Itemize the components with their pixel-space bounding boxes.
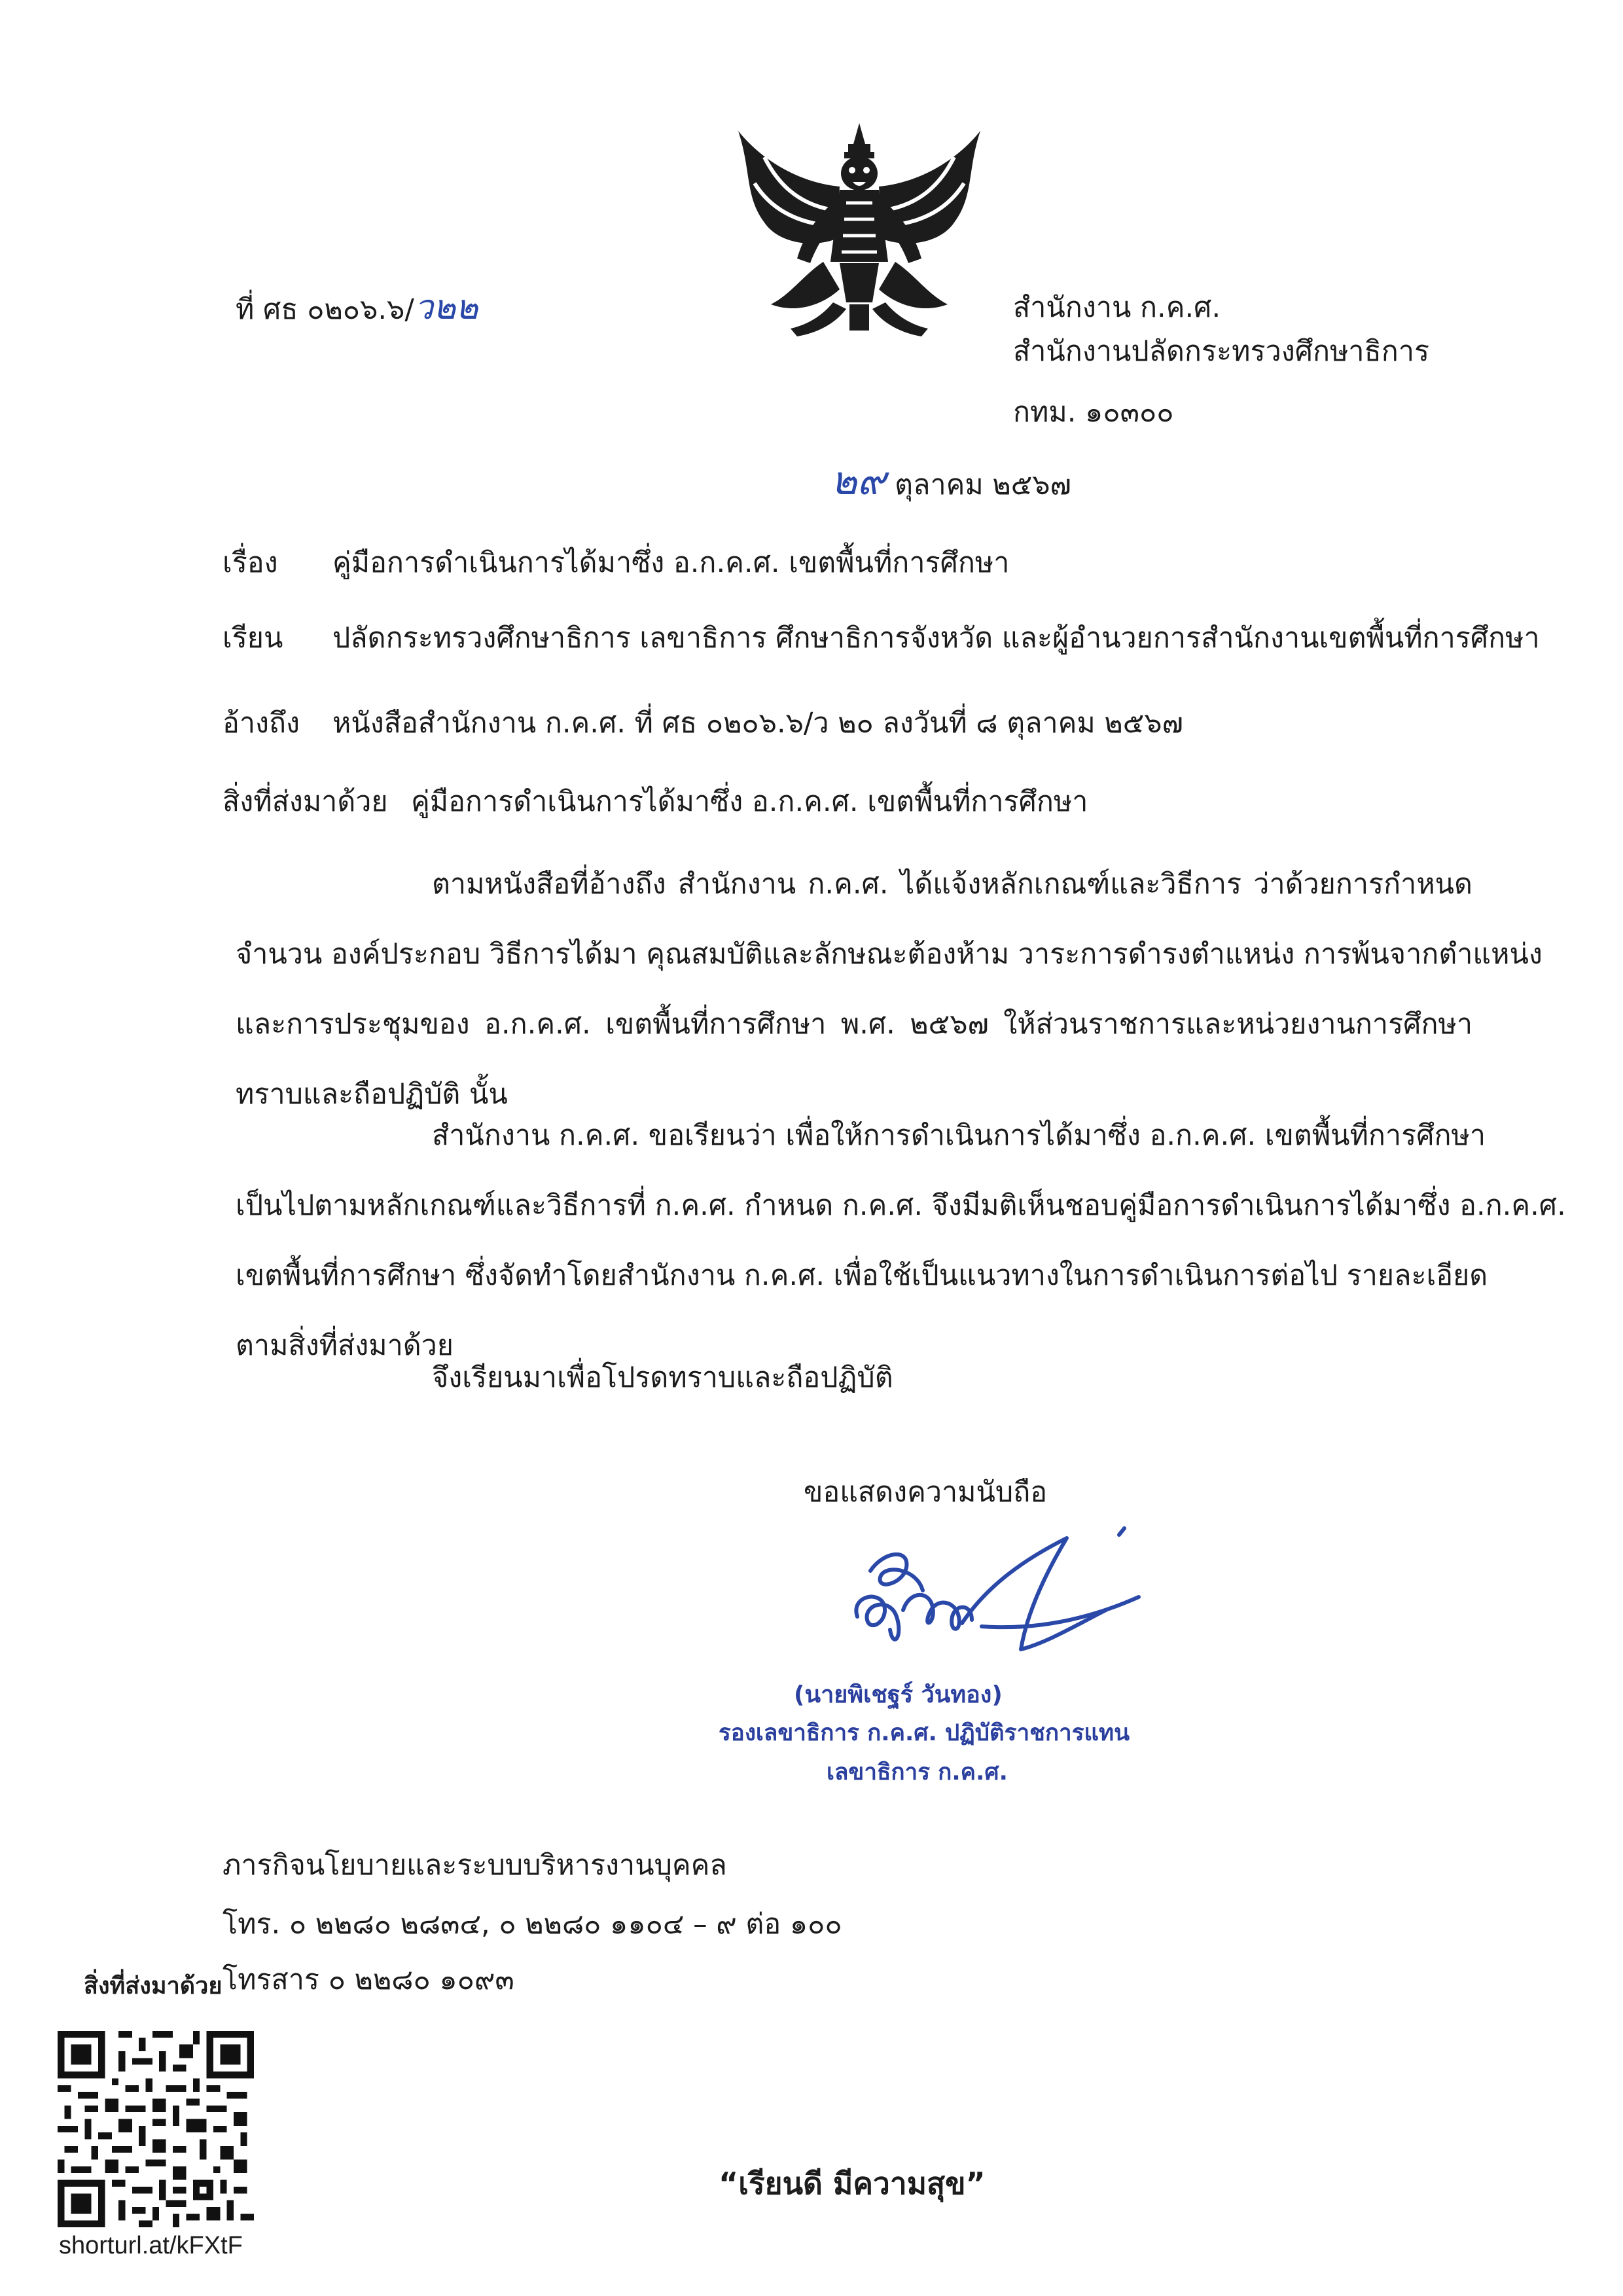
paragraph-line: จำนวน องค์ประกอบ วิธีการได้มา คุณสมบัติและลักษณะต้องห้าม วาระการดำรงตำแหน่ง การพ้นจากตำแหน่ง	[236, 938, 1543, 971]
department-unit: ภารกิจนโยบายและระบบบริหารงานบุคคล	[223, 1849, 727, 1882]
enclosure-text: คู่มือการดำเนินการได้มาซึ่ง อ.ก.ค.ศ. เขตพื้นที่การศึกษา	[411, 785, 1088, 818]
recipient-label: เรียน	[223, 622, 283, 655]
office-postcode: กทม. ๑๐๓๐๐	[1013, 396, 1174, 429]
qr-short-url[interactable]: shorturl.at/kFXtF	[59, 2232, 243, 2259]
paragraph-line: สำนักงาน ก.ค.ศ. ขอเรียนว่า เพื่อให้การดำเนินการได้มาซึ่ง อ.ก.ค.ศ. เขตพื้นที่การศึกษา	[432, 1119, 1486, 1152]
reference-text: หนังสือสำนักงาน ก.ค.ศ. ที่ ศธ ๐๒๐๖.๖/ว ๒๐ ลงวันที่ ๘ ตุลาคม ๒๕๖๗	[332, 707, 1183, 740]
signatory-title-2: เลขาธิการ ก.ค.ศ.	[827, 1759, 1008, 1785]
enclosure-label: สิ่งที่ส่งมาด้วย	[223, 785, 388, 818]
recipient-text: ปลัดกระทรวงศึกษาธิการ เลขาธิการ ศึกษาธิการจังหวัด และผู้อำนวยการสำนักงานเขตพื้นที่การศึกษา	[332, 622, 1540, 655]
paragraph-line: และการประชุมของ อ.ก.ค.ศ. เขตพื้นที่การศึกษา พ.ศ. ๒๕๖๗ ให้ส่วนราชการและหน่วยงานการศึกษา	[236, 1008, 1472, 1041]
paragraph-line: ตามสิ่งที่ส่งมาด้วย	[236, 1329, 454, 1362]
paragraph-line: ตามหนังสือที่อ้างถึง สำนักงาน ก.ค.ศ. ได้แจ้งหลักเกณฑ์และวิธีการ ว่าด้วยการกำหนด	[432, 868, 1472, 901]
paragraph-line: เป็นไปตามหลักเกณฑ์และวิธีการที่ ก.ค.ศ. กำหนด ก.ค.ศ. จึงมีมติเห็นชอบคู่มือการดำเนินการได้มาซึ่ง อ.ก.ค.ศ.	[236, 1189, 1566, 1222]
subject-text: คู่มือการดำเนินการได้มาซึ่ง อ.ก.ค.ศ. เขตพื้นที่การศึกษา	[332, 547, 1010, 579]
letter-date	[831, 458, 1071, 505]
office-line-2: สำนักงานปลัดกระทรวงศึกษาธิการ	[1013, 335, 1430, 368]
office-line-1: สำนักงาน ก.ค.ศ.	[1013, 291, 1221, 324]
date-month-year: ตุลาคม ๒๕๖๗	[895, 469, 1071, 501]
signature-icon	[831, 1518, 1158, 1689]
closing-regards: ขอแสดงความนับถือ	[804, 1476, 1048, 1509]
paragraph-line: เขตพื้นที่การศึกษา ซึ่งจัดทำโดยสำนักงาน ก.ค.ศ. เพื่อใช้เป็นแนวทางในการดำเนินการต่อไป รายละเอียด	[236, 1259, 1488, 1292]
paragraph-line: ทราบและถือปฏิบัติ นั้น	[236, 1078, 508, 1111]
reference-label: อ้างถึง	[223, 707, 300, 740]
subject-label: เรื่อง	[223, 547, 278, 579]
body-paragraph-3: จึงเรียนมาเพื่อโปรดทราบและถือปฏิบัติ	[432, 1361, 893, 1394]
signatory-name: (นายพิเชฐร์ วันทอง)	[794, 1681, 1003, 1708]
garuda-emblem-icon	[725, 118, 993, 340]
phone-number: โทร. ๐ ๒๒๘๐ ๒๘๓๔, ๐ ๒๒๘๐ ๑๑๐๔ – ๙ ต่อ ๑๐๐	[223, 1908, 842, 1941]
body-paragraph-2	[236, 1101, 1566, 1381]
reference-prefix: ที่ ศธ ๐๒๐๖.๖/	[236, 293, 414, 326]
body-paragraph-1	[236, 850, 1543, 1130]
date-handwritten-day: ๒๙	[831, 458, 886, 504]
qr-code-icon[interactable]	[58, 2031, 254, 2227]
reference-number	[236, 288, 478, 329]
signatory-title-1: รองเลขาธิการ ก.ค.ศ. ปฏิบัติราชการแทน	[719, 1720, 1130, 1746]
slogan: “เรียนดี มีความสุข”	[719, 2166, 986, 2201]
reference-handwritten: ว๒๒	[414, 288, 478, 327]
qr-label: สิ่งที่ส่งมาด้วย	[84, 1973, 223, 2000]
fax-number: โทรสาร ๐ ๒๒๘๐ ๑๐๙๓	[223, 1964, 514, 1996]
